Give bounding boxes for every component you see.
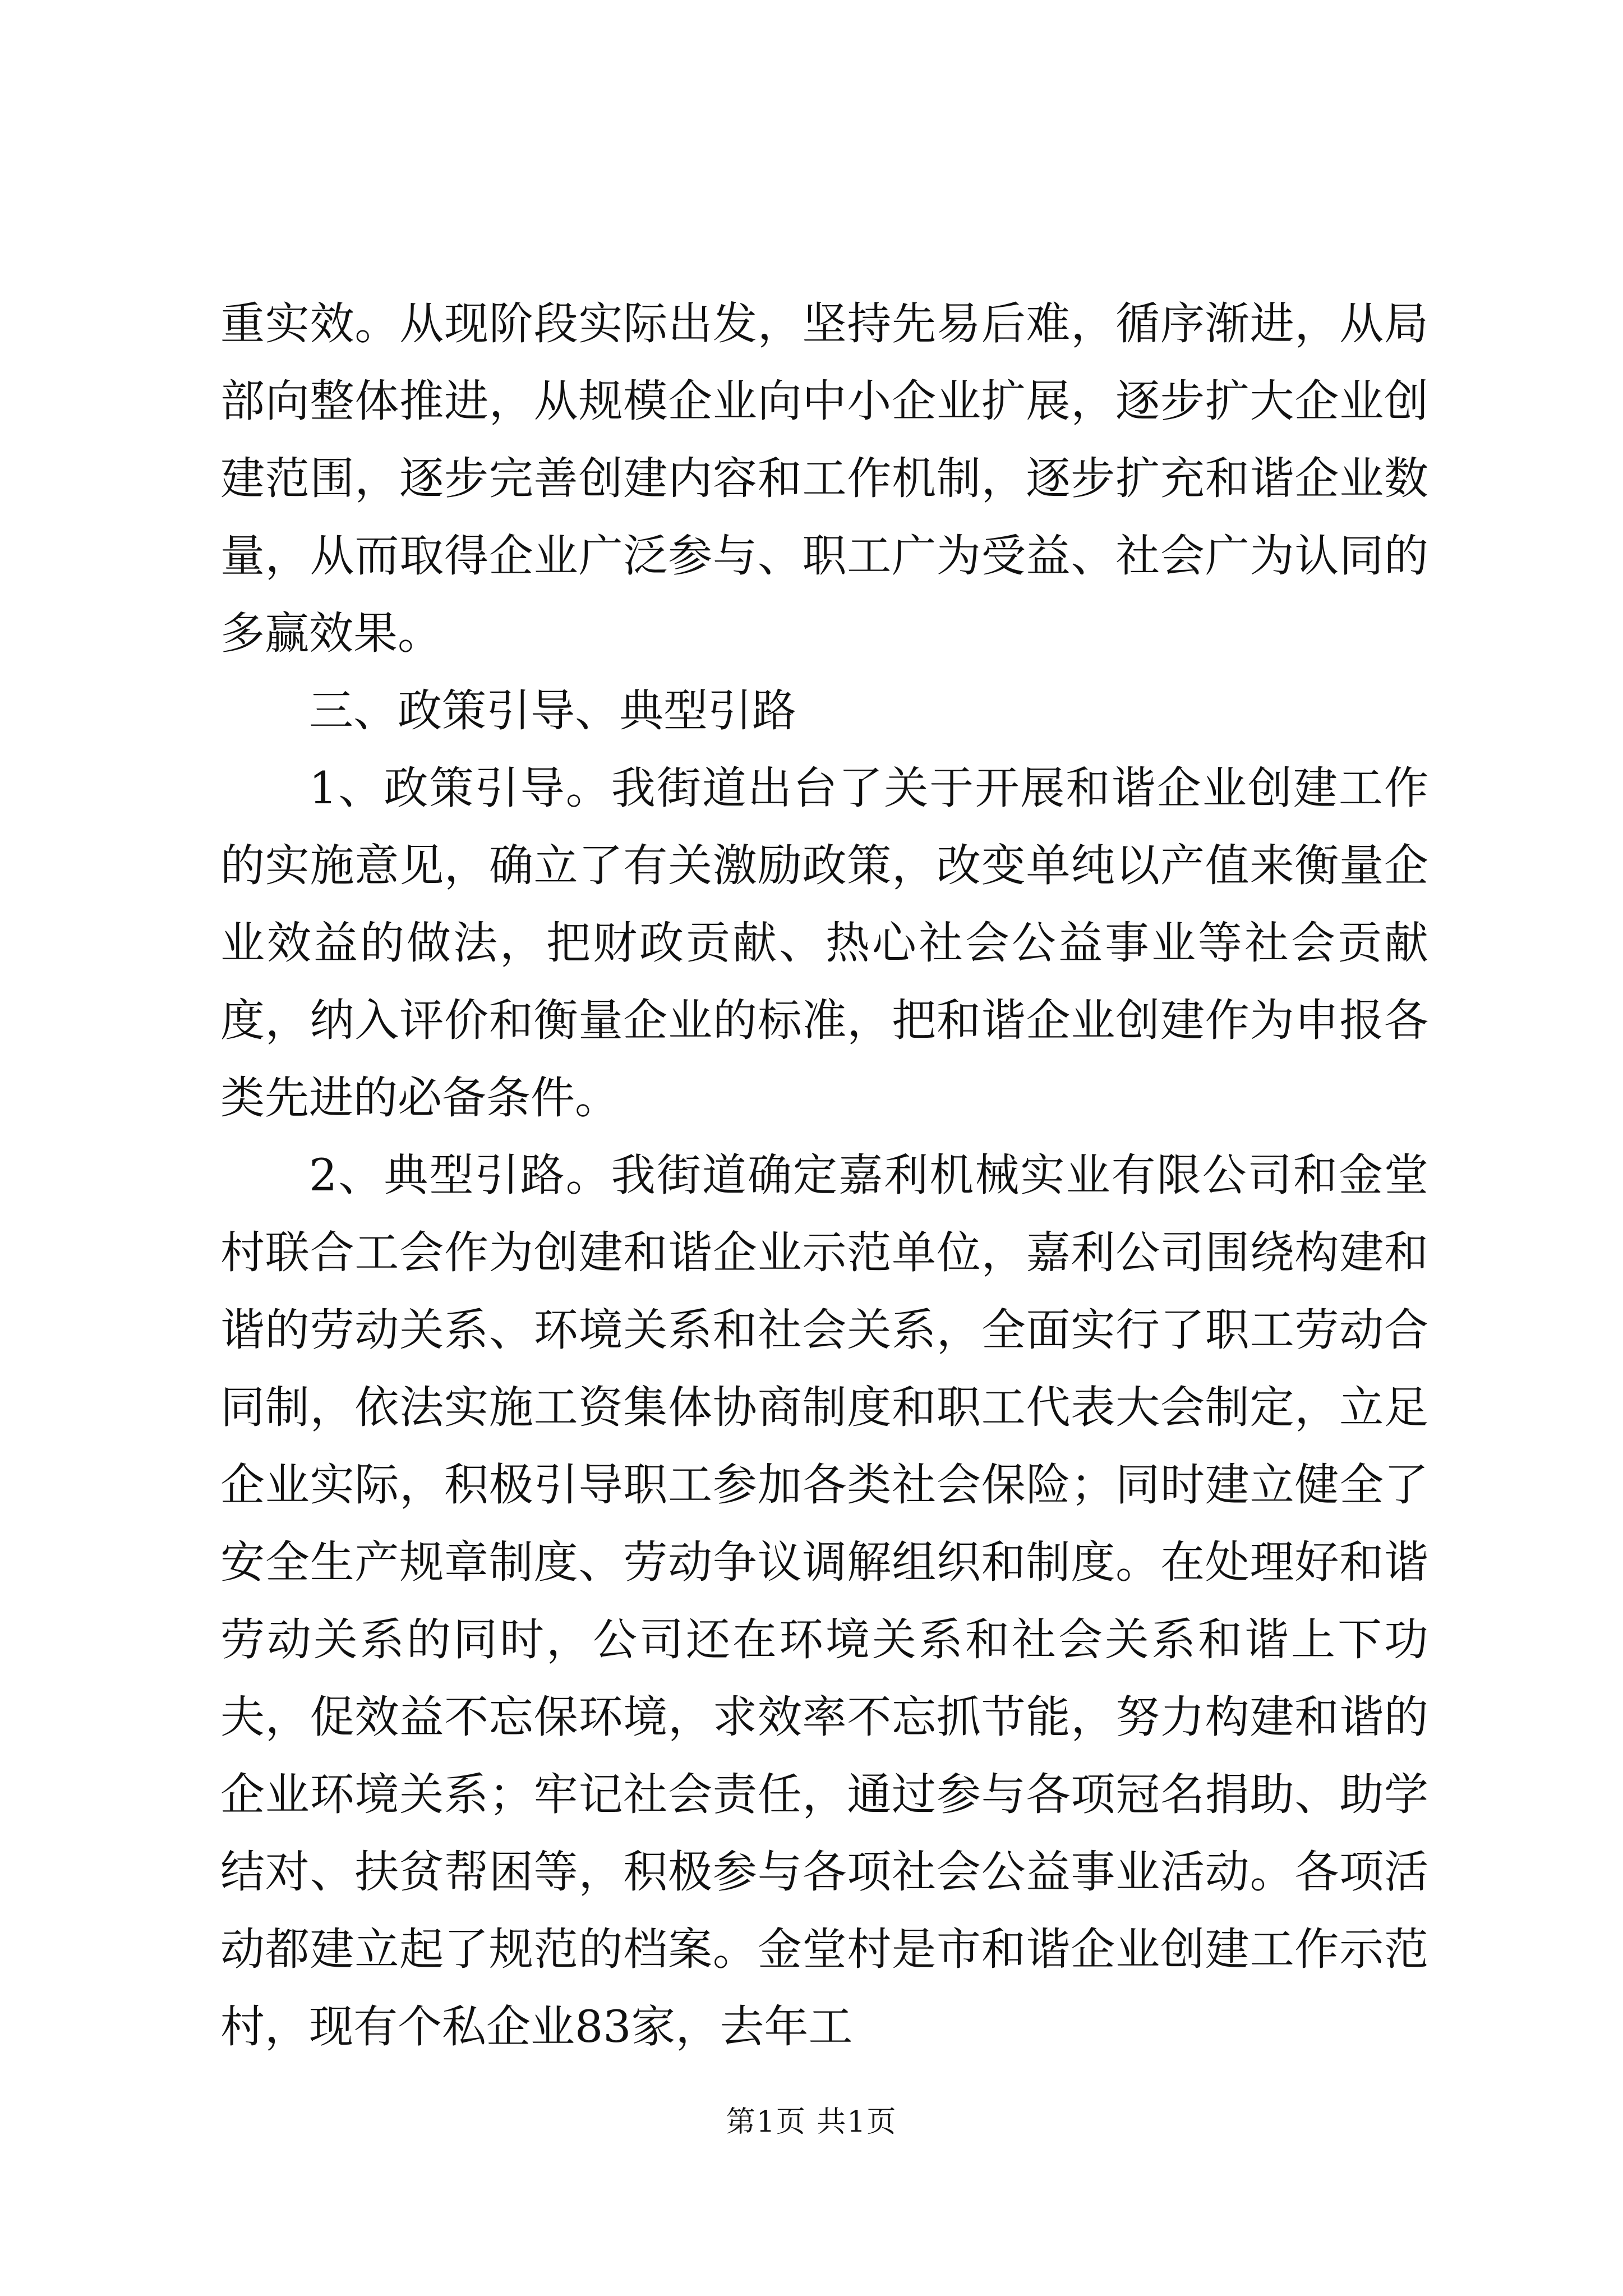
page-footer: 第1页 共1页 xyxy=(726,2105,897,2139)
section-heading: 三、政策引导、典型引路 xyxy=(309,685,796,737)
paragraph-model-leading: 2、典型引路。我街道确定嘉利机械实业有限公司和金堂村联合工会作为创建和谐企业示范单位，嘉利公司围绕构建和谐的劳动关系、环境关系和社会关系，全面实行了职工劳动合同制，依法实施工资集体协商制度和职工代表大会制定，立足企业实际，积极引导职工参加各类社会保险；同时建立健全了安全生产规章制度、劳动争议调解组织和制度。在处理好和谐劳动关系的同时，公司还在环境关系和社会关系和谐上下功夫，促效益不忘保环境，求效率不忘抓节能，努力构建和谐的企业环境关系；牢记社会责任，通过参与各项冠名捐助、助学结对、扶贫帮困等，积极参与各项社会公益事业活动。各项活动都建立起了规范的档案。金堂村是市和谐企业创建工作示范村，现有个私企业83家，去年工 xyxy=(220,1149,1428,2053)
paragraph-continuation: 重实效。从现阶段实际出发，坚持先易后难，循序渐进，从局部向整体推进，从规模企业向中小企业扩展，逐步扩大企业创建范围，逐步完善创建内容和工作机制，逐步扩充和谐企业数量，从而取得企业广泛参与、职工广为受益、社会广为认同的多赢效果。 xyxy=(220,298,1428,659)
document-body xyxy=(220,285,1428,2065)
paragraph-policy-guidance: 1、政策引导。我街道出台了关于开展和谐企业创建工作的实施意见，确立了有关激励政策，改变单纯以产值来衡量企业效益的做法，把财政贡献、热心社会公益事业等社会贡献度，纳入评价和衡量企业的标准，把和谐企业创建作为申报各类先进的必备条件。 xyxy=(220,762,1428,1124)
